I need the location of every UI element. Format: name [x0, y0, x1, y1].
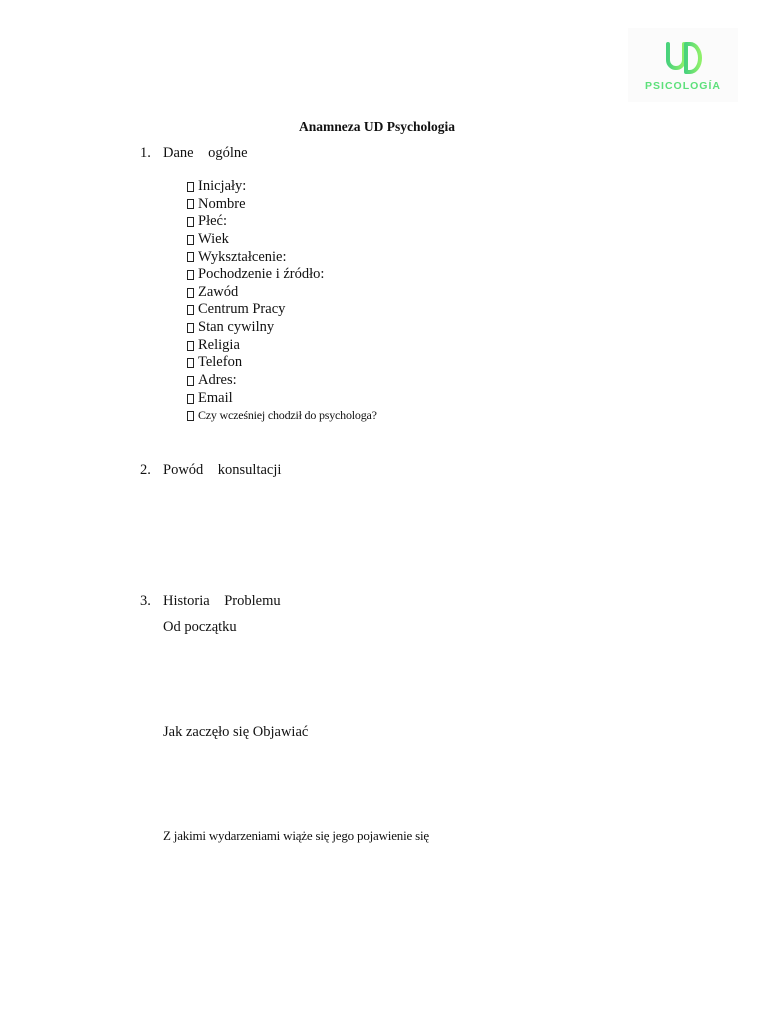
ud-logo-mark — [664, 42, 702, 76]
checkbox-icon — [187, 394, 194, 404]
checkbox-icon — [187, 217, 194, 227]
list-item: Telefon — [187, 354, 377, 372]
checkbox-icon — [187, 305, 194, 315]
checkbox-icon — [187, 270, 194, 280]
section-3-number: 3. — [140, 593, 151, 609]
general-data-list — [187, 178, 377, 425]
checkbox-icon — [187, 376, 194, 386]
checkbox-icon — [187, 182, 194, 192]
history-from-start: Od początku — [163, 619, 237, 635]
checkbox-icon — [187, 199, 194, 209]
list-item: Pochodzenie i źródło: — [187, 266, 377, 284]
logo-brand-text: PSICOLOGÍA — [645, 80, 721, 92]
list-item: Religia — [187, 337, 377, 355]
checkbox-icon — [187, 323, 194, 333]
document-title: Anamneza UD Psychologia — [299, 119, 455, 134]
history-how-started: Jak zaczęło się Objawiać — [163, 724, 309, 740]
list-item: Centrum Pracy — [187, 301, 377, 319]
checkbox-icon — [187, 252, 194, 262]
section-1-title: Dane ogólne — [163, 145, 248, 161]
list-item: Email — [187, 390, 377, 408]
checkbox-icon — [187, 341, 194, 351]
section-2-title: Powód konsultacji — [163, 462, 282, 478]
checkbox-icon — [187, 358, 194, 368]
list-item: Inicjały: — [187, 178, 377, 196]
list-item: Czy wcześniej chodził do psychologa? — [187, 407, 377, 425]
list-item: Wykształcenie: — [187, 249, 377, 267]
logo — [628, 28, 738, 102]
history-related-events: Z jakimi wydarzeniami wiąże się jego pojawienie się — [163, 828, 429, 843]
section-3-title: Historia Problemu — [163, 593, 281, 609]
checkbox-icon — [187, 235, 194, 245]
list-item: Adres: — [187, 372, 377, 390]
list-item: Wiek — [187, 231, 377, 249]
checkbox-icon — [187, 288, 194, 298]
list-item: Nombre — [187, 196, 377, 214]
list-item: Zawód — [187, 284, 377, 302]
section-1-number: 1. — [140, 145, 151, 161]
list-item: Stan cywilny — [187, 319, 377, 337]
section-2-number: 2. — [140, 462, 151, 478]
checkbox-icon — [187, 411, 194, 421]
list-item: Płeć: — [187, 213, 377, 231]
